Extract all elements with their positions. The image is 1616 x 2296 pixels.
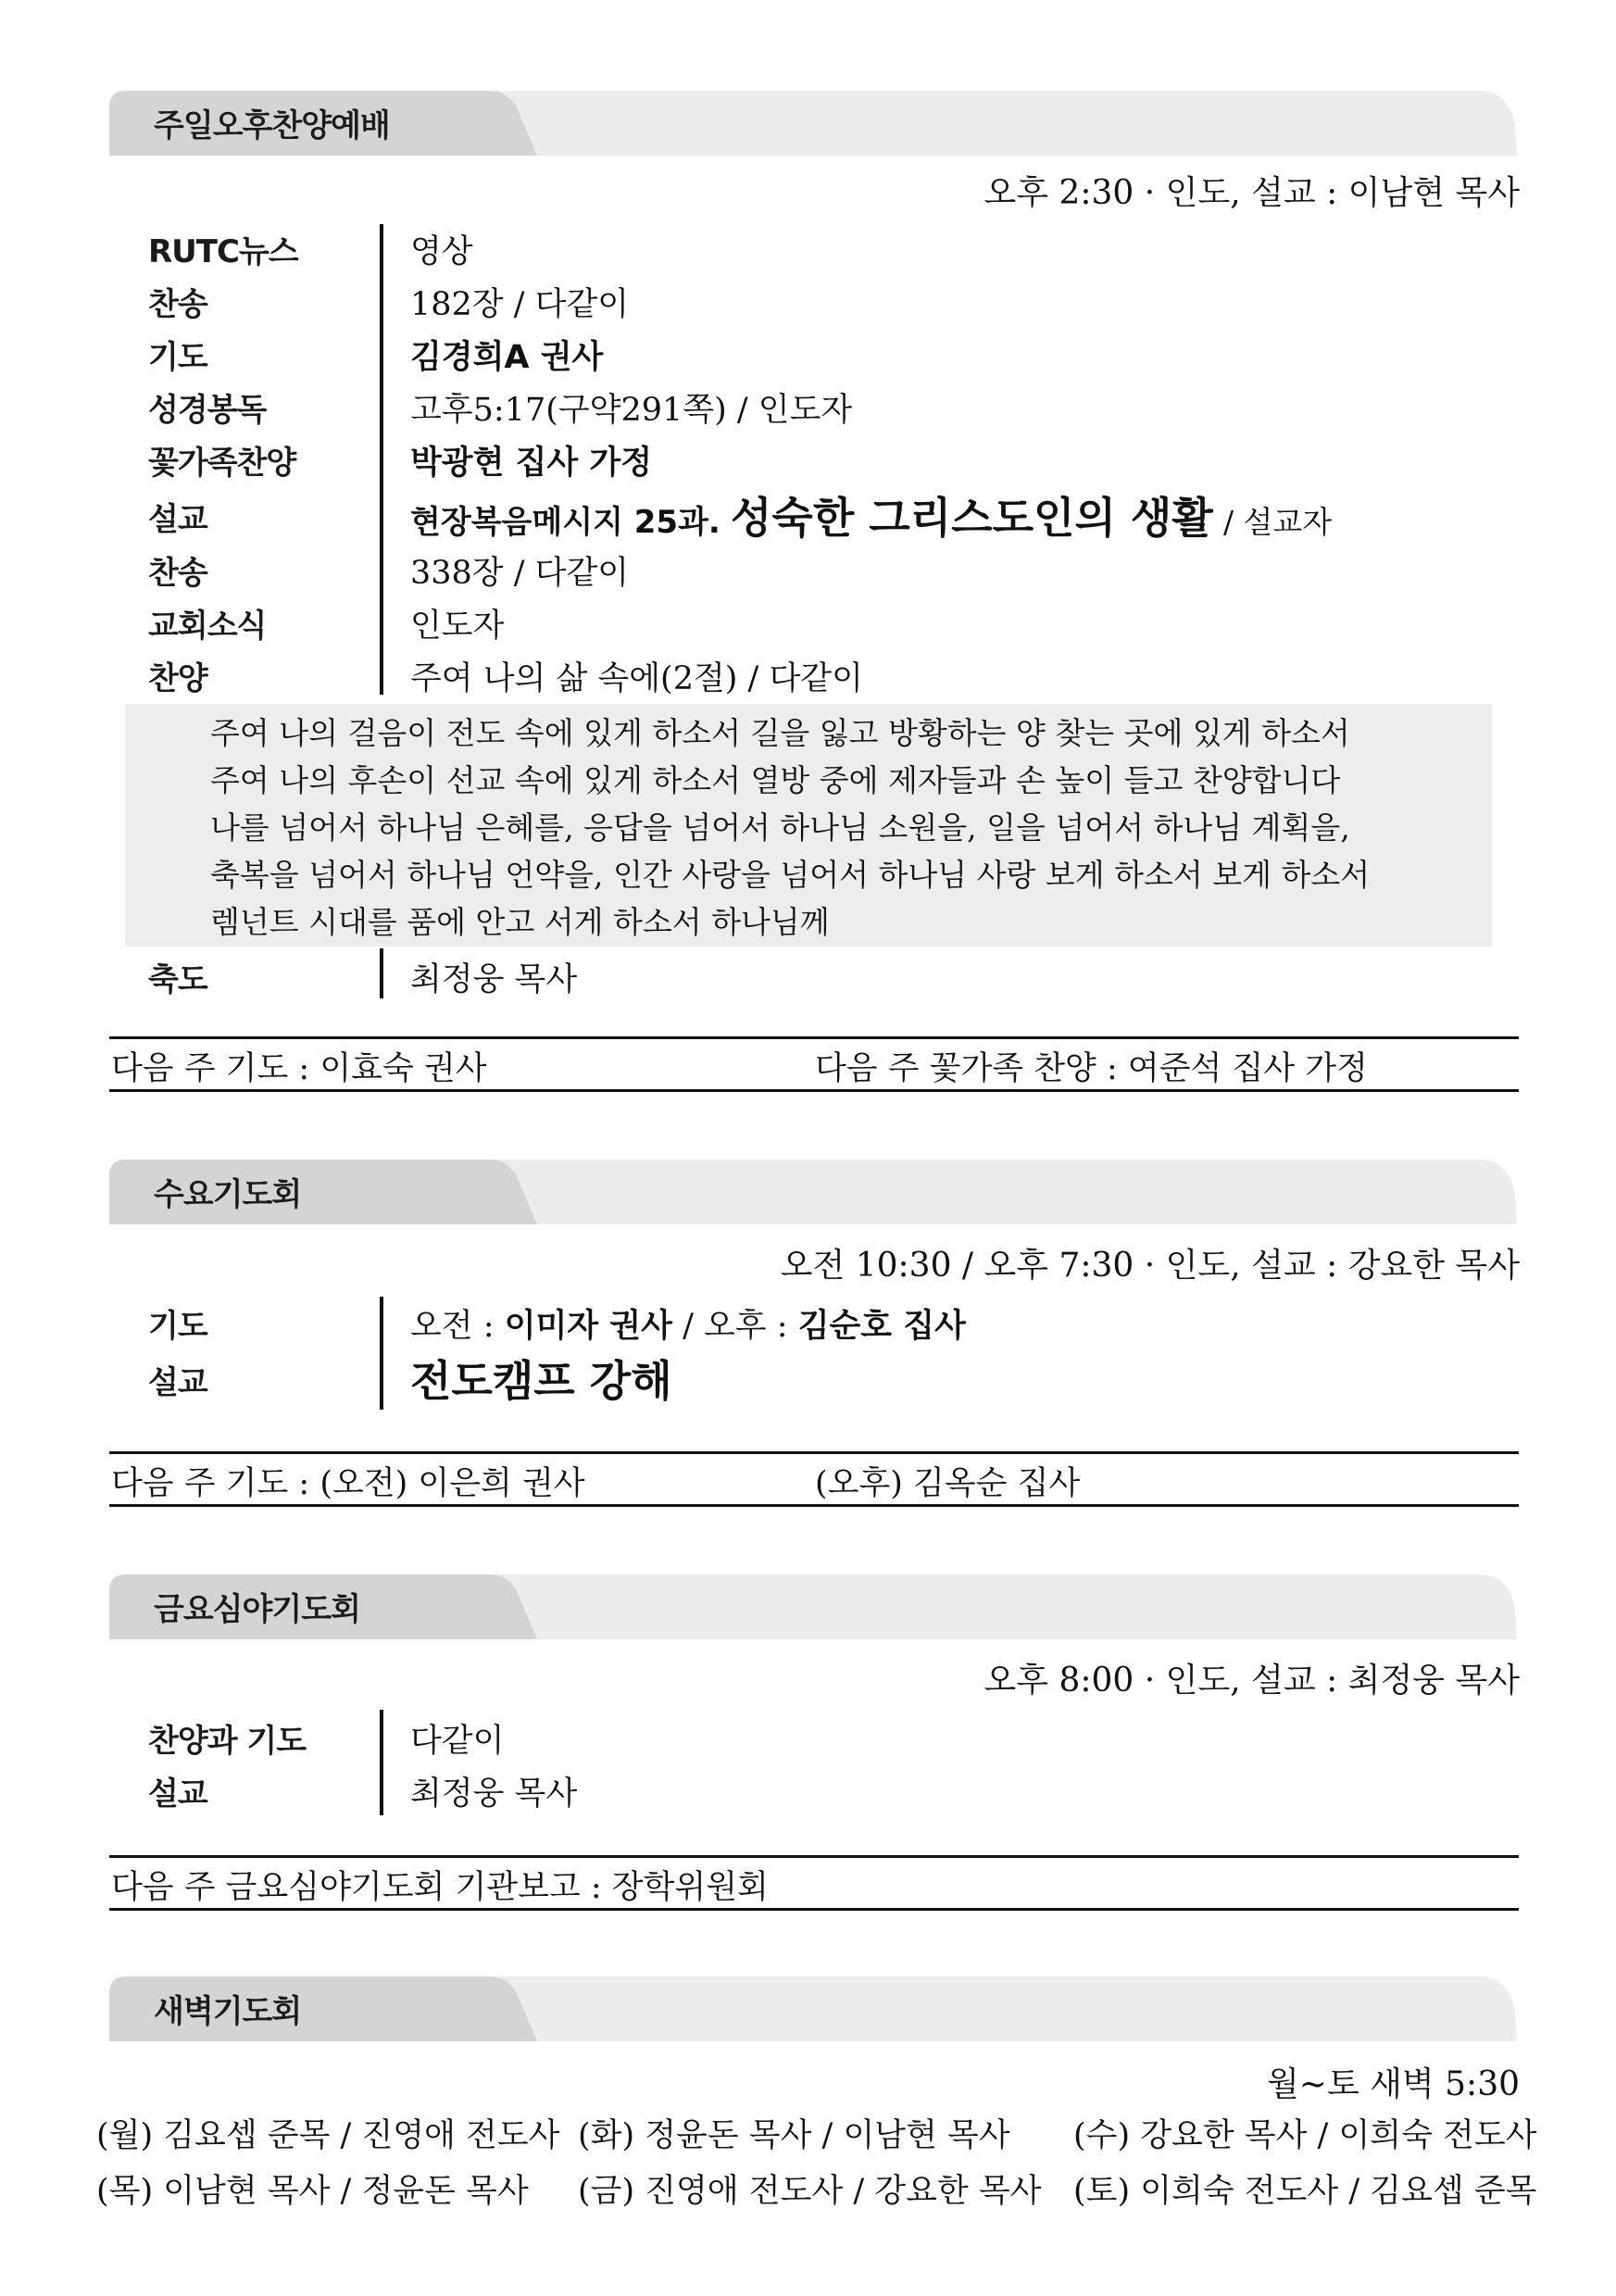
prayer-pm-name: 김순호 집사 — [797, 1308, 966, 1345]
sermon-title: 성숙한 그리스도인의 생활 — [730, 493, 1213, 543]
section-title: 금요심야기도회 — [154, 1591, 360, 1628]
prayer-am-name: 이미자 권사 — [504, 1308, 672, 1345]
section-header-sunday — [109, 87, 1517, 156]
program-value: 인도자 — [410, 608, 505, 645]
prayer-pm-prefix: / 오후 : — [683, 1308, 788, 1345]
next-week-prayer-pm: (오후) 김옥순 집사 — [815, 1465, 1081, 1502]
program-label: 찬양과 기도 — [148, 1723, 307, 1760]
prayer-value — [410, 1300, 966, 1347]
sermon-series: 현장복음메시지 25과. — [410, 504, 720, 541]
lyric-line: 주여 나의 후손이 선교 속에 있게 하소서 열방 중에 제자들과 손 높이 들고 찬양합니다 — [210, 762, 1341, 798]
program-label: 꽃가족찬양 — [148, 445, 296, 482]
next-week-prayer-am: 다음 주 기도 : (오전) 이은희 권사 — [111, 1465, 585, 1502]
service-time: 오후 8:00 · 인도, 설교 : 최정웅 목사 — [983, 1662, 1520, 1700]
program-label: 설교 — [148, 501, 207, 538]
sermon-speaker: / 설교자 — [1222, 504, 1333, 540]
program-label: 기도 — [148, 1308, 207, 1345]
next-week-report: 다음 주 금요심야기도회 기관보고 : 장학위원회 — [111, 1869, 769, 1906]
service-time: 오후 2:30 · 인도, 설교 : 이남현 목사 — [983, 174, 1520, 212]
program-value: 최정웅 목사 — [410, 961, 578, 998]
next-week-box — [109, 1036, 1519, 1092]
next-week-prayer: 다음 주 기도 : 이효숙 권사 — [111, 1050, 487, 1087]
section-title: 수요기도회 — [154, 1176, 302, 1213]
dawn-day-entry: (목) 이남현 목사 / 정윤돈 목사 — [96, 2173, 529, 2210]
section-title: 새벽기도회 — [154, 1993, 302, 2030]
program-value: 다같이 — [410, 1723, 505, 1760]
next-week-box — [109, 1855, 1519, 1911]
divider-bar — [380, 948, 383, 998]
section-header-dawn — [109, 1973, 1517, 2041]
program-value: 김경희A 권사 — [410, 339, 604, 376]
program-value: 고후5:17(구약291쪽) / 인도자 — [410, 392, 853, 429]
program-label: 찬양 — [148, 660, 207, 697]
section-header-friday — [109, 1571, 1517, 1639]
program-value: 영상 — [410, 233, 473, 270]
program-label: RUTC뉴스 — [148, 233, 298, 270]
section-tab-shape — [109, 1973, 1517, 2041]
program-value: 182장 / 다같이 — [410, 286, 630, 323]
program-label: 교회소식 — [148, 608, 267, 645]
prayer-am-prefix: 오전 : — [410, 1308, 495, 1345]
dawn-schedule-row — [96, 2110, 1537, 2165]
program-label: 설교 — [148, 1364, 207, 1401]
lyric-line: 렘넌트 시대를 품에 안고 서게 하소서 하나님께 — [210, 904, 830, 940]
sermon-title: 전도캠프 강해 — [410, 1356, 672, 1406]
program-label: 기도 — [148, 339, 207, 376]
program-value: 박광현 집사 가정 — [410, 445, 653, 482]
dawn-day-entry: (금) 진영애 전도사 / 강요한 목사 — [578, 2173, 1042, 2210]
program-label: 성경봉독 — [148, 392, 267, 429]
dawn-day-entry: (수) 강요한 목사 / 이희숙 전도사 — [1073, 2117, 1537, 2154]
next-week-praise: 다음 주 꽃가족 찬양 : 여준석 집사 가정 — [815, 1050, 1368, 1087]
section-header-wednesday — [109, 1156, 1517, 1224]
sermon-value — [410, 484, 1332, 546]
program-value: 최정웅 목사 — [410, 1775, 578, 1813]
lyric-line: 나를 넘어서 하나님 은혜를, 응답을 넘어서 하나님 소원을, 일을 넘어서 하나님 계획을, — [210, 809, 1350, 846]
section-tab-shape — [109, 1156, 1517, 1224]
program-label: 설교 — [148, 1775, 207, 1813]
lyric-line: 축복을 넘어서 하나님 언약을, 인간 사랑을 넘어서 하나님 사랑 보게 하소서 보게 하소서 — [210, 857, 1371, 893]
program-value: 338장 / 다같이 — [410, 555, 630, 592]
dawn-day-entry: (화) 정윤돈 목사 / 이남현 목사 — [578, 2117, 1010, 2154]
section-title: 주일오후찬양예배 — [154, 107, 390, 144]
dawn-schedule-row — [96, 2165, 1537, 2221]
service-time: 오전 10:30 / 오후 7:30 · 인도, 설교 : 강요한 목사 — [780, 1247, 1520, 1285]
divider-bar — [380, 224, 383, 695]
dawn-day-entry: (월) 김요셉 준목 / 진영애 전도사 — [96, 2117, 560, 2154]
program-label: 축도 — [148, 961, 207, 998]
divider-bar — [380, 1297, 383, 1410]
lyrics-box — [125, 704, 1492, 947]
dawn-day-entry: (토) 이희숙 전도사 / 김요셉 준목 — [1073, 2173, 1537, 2210]
divider-bar — [380, 1710, 383, 1815]
lyric-line: 주여 나의 걸음이 전도 속에 있게 하소서 길을 잃고 방황하는 양 찾는 곳에 있게 하소서 — [210, 715, 1350, 751]
program-label: 찬송 — [148, 555, 207, 592]
next-week-box — [109, 1451, 1519, 1507]
program-label: 찬송 — [148, 286, 207, 323]
program-value: 주여 나의 삶 속에(2절) / 다같이 — [410, 660, 863, 697]
service-time: 월~토 새벽 5:30 — [1267, 2065, 1520, 2103]
